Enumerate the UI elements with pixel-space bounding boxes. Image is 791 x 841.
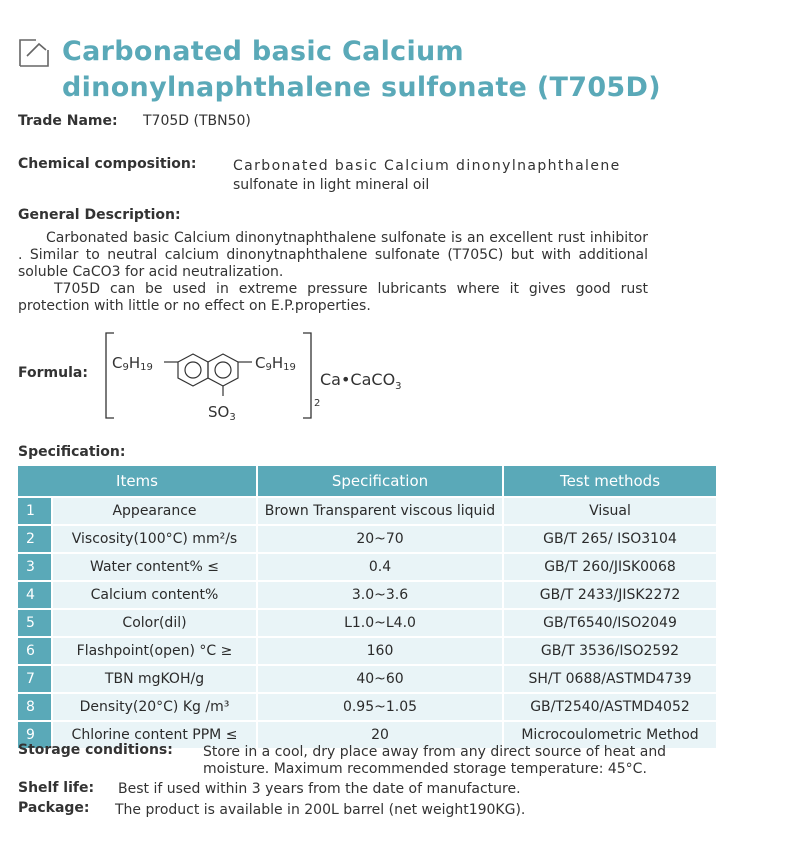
formula-suffix: Ca•CaCO$_3$ — [320, 370, 402, 392]
table-row — [18, 525, 716, 553]
table-row — [18, 581, 716, 609]
row-method: GB/T 265/ ISO3104 — [503, 525, 716, 553]
formula-so3: $SO_3$ — [208, 403, 236, 423]
formula-left-group: C9H19 — [112, 354, 153, 373]
folder-corner-icon — [18, 36, 50, 68]
row-number: 7 — [18, 665, 52, 693]
row-number: 8 — [18, 693, 52, 721]
row-spec: 40~60 — [257, 665, 503, 693]
specification-label: Specification: — [18, 444, 126, 460]
row-item: Flashpoint(open) °C ≥ — [52, 637, 257, 665]
row-spec: 160 — [257, 637, 503, 665]
header-test-methods: Test methods — [503, 466, 716, 497]
row-spec: 0.95~1.05 — [257, 693, 503, 721]
shelf-life-label: Shelf life: — [18, 780, 95, 796]
row-number: 9 — [18, 721, 52, 748]
header-specification: Specification — [257, 466, 503, 497]
specification-table — [18, 466, 716, 748]
table-row — [18, 637, 716, 665]
row-spec: 20~70 — [257, 525, 503, 553]
row-spec: 20 — [257, 721, 503, 748]
row-number: 2 — [18, 525, 52, 553]
package-label: Package: — [18, 800, 90, 816]
formula-right-group: C9H19 — [255, 354, 296, 373]
row-number: 6 — [18, 637, 52, 665]
trade-name-value: T705D (TBN50) — [143, 113, 251, 129]
row-method: Microcoulometric Method — [503, 721, 716, 748]
row-method: GB/T6540/ISO2049 — [503, 609, 716, 637]
package-value: The product is available in 200L barrel (net weight190KG). — [115, 802, 526, 818]
chemical-composition-label: Chemical composition: — [18, 156, 197, 172]
row-number: 4 — [18, 581, 52, 609]
row-item: Density(20°C) Kg /m³ — [52, 693, 257, 721]
table-row — [18, 665, 716, 693]
row-method: GB/T2540/ASTMD4052 — [503, 693, 716, 721]
row-item: TBN mgKOH/g — [52, 665, 257, 693]
row-item: Viscosity(100°C) mm²/s — [52, 525, 257, 553]
row-number: 5 — [18, 609, 52, 637]
header-items: Items — [18, 466, 257, 497]
row-method: GB/T 3536/ISO2592 — [503, 637, 716, 665]
trade-name-label: Trade Name: — [18, 113, 118, 129]
row-item: Color(dil) — [52, 609, 257, 637]
row-number: 1 — [18, 497, 52, 525]
chemical-composition-line1: Carbonated basic Calcium dinonylnaphthalene — [233, 158, 621, 174]
row-method: GB/T 2433/JISK2272 — [503, 581, 716, 609]
chemical-structure-diagram — [100, 330, 440, 425]
formula-subscript: 2 — [314, 398, 321, 409]
row-spec: Brown Transparent viscous liquid — [257, 497, 503, 525]
storage-line2: moisture. Maximum recommended storage temperature: 45°C. — [203, 761, 647, 777]
row-number: 3 — [18, 553, 52, 581]
storage-label: Storage conditions: — [18, 742, 173, 758]
table-header-row — [18, 466, 716, 497]
table-row — [18, 553, 716, 581]
page-title: Carbonated basic Calcium dinonylnaphthalene sulfonate (T705D) — [62, 36, 661, 103]
chemical-composition-line2: sulfonate in light mineral oil — [233, 177, 430, 193]
description-paragraph-2: T705D can be used in extreme pressure lubricants where it gives good rust protection with little or no effect on E.P.properties. — [18, 281, 648, 314]
table-row — [18, 609, 716, 637]
general-description-label: General Description: — [18, 207, 181, 223]
row-item: Appearance — [52, 497, 257, 525]
shelf-life-value: Best if used within 3 years from the date of manufacture. — [118, 781, 521, 797]
table-row — [18, 497, 716, 525]
row-spec: 3.0~3.6 — [257, 581, 503, 609]
row-method: GB/T 260/JISK0068 — [503, 553, 716, 581]
row-method: SH/T 0688/ASTMD4739 — [503, 665, 716, 693]
description-paragraph-1: Carbonated basic Calcium dinonytnaphthalene sulfonate is an excellent rust inhibitor . Similar to neutral calcium dinonytnaphthalene sulfonate (T705C) but with additional soluble CaCO3 for acid neutralization. — [18, 230, 648, 280]
row-item: Water content% ≤ — [52, 553, 257, 581]
storage-line1: Store in a cool, dry place away from any direct source of heat and — [203, 744, 667, 760]
row-method: Visual — [503, 497, 716, 525]
general-description — [18, 230, 648, 315]
row-spec: L1.0~L4.0 — [257, 609, 503, 637]
row-item: Calcium content% — [52, 581, 257, 609]
formula-label: Formula: — [18, 365, 88, 381]
row-item: Chlorine content PPM ≤ — [52, 721, 257, 748]
table-row — [18, 693, 716, 721]
row-spec: 0.4 — [257, 553, 503, 581]
